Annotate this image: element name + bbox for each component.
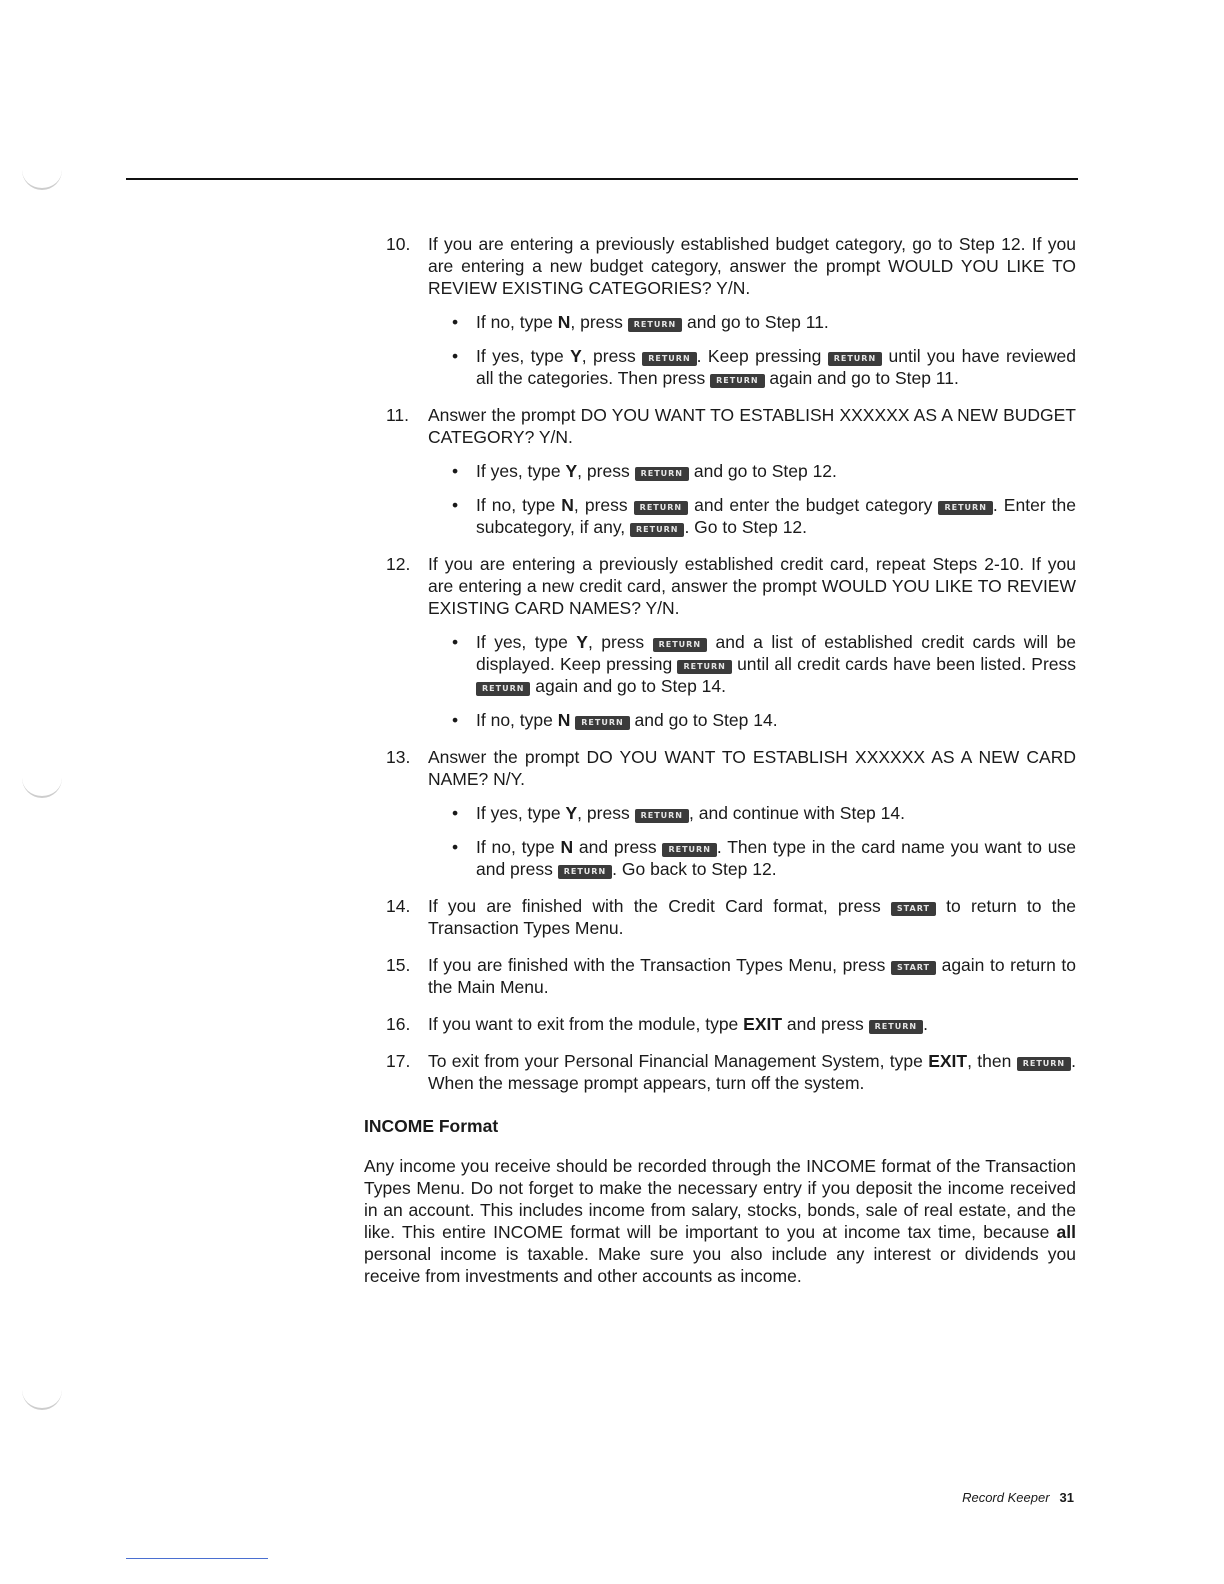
step-number: 13.	[386, 747, 411, 767]
text-run: and go to Step 11.	[682, 312, 829, 332]
binder-hole-mark	[22, 160, 62, 190]
text-run: . When the message prompt appears, turn off the system.	[428, 1051, 1076, 1093]
section-paragraph	[364, 1155, 1076, 1287]
bullet-dot-icon: •	[452, 837, 459, 857]
step-number: 14.	[386, 896, 411, 916]
page-footer	[962, 1490, 1074, 1505]
text-run: If yes, type	[476, 346, 571, 366]
bullet-item	[428, 494, 1076, 538]
bullet-list	[428, 460, 1076, 538]
bullet-item	[428, 345, 1076, 389]
return-key-icon: RETURN	[938, 501, 992, 515]
text-run: , press	[577, 803, 635, 823]
text-run: If no, type	[476, 710, 558, 730]
text-run: to return to the Transaction Types Menu.	[428, 896, 1076, 938]
step-14	[364, 895, 1076, 939]
footer-title: Record Keeper	[962, 1490, 1050, 1505]
step-number: 17.	[386, 1051, 411, 1071]
bullet-dot-icon: •	[452, 803, 459, 823]
step-text: If you are entering a previously established budget category, go to Step 12. If you are entering a new budget category, answer the prompt WOULD YOU LIKE TO REVIEW EXISTING CATEGORIES? Y/N.	[428, 234, 1076, 298]
text-run: If you are finished with the Credit Card format, press	[428, 896, 891, 916]
step-text: If you are entering a previously established credit card, repeat Steps 2-10. If you are entering a new credit card, answer the prompt WOULD YOU LIKE TO REVIEW EXISTING CARD NAMES? Y/N.	[428, 554, 1076, 618]
text-run: and go to Step 12.	[689, 461, 837, 481]
step-number: 15.	[386, 955, 411, 975]
bullet-item	[428, 631, 1076, 697]
step-text: Answer the prompt DO YOU WANT TO ESTABLISH XXXXXX AS A NEW BUDGET CATEGORY? Y/N.	[428, 405, 1076, 447]
bullet-item	[428, 836, 1076, 880]
page-content	[364, 233, 1076, 1287]
step-number: 11.	[386, 405, 410, 425]
text-run: and enter the budget category	[688, 495, 939, 515]
step-10	[364, 233, 1076, 389]
text-run: . Then type in the card name you want to use and press	[476, 837, 1077, 879]
text-run: If you want to exit from the module, type	[428, 1014, 744, 1034]
text-run: . Go back to Step 12.	[612, 859, 777, 879]
command-text: EXIT	[743, 1014, 783, 1034]
bullet-list	[428, 631, 1076, 731]
key-letter: Y	[565, 803, 578, 823]
return-key-icon: RETURN	[476, 682, 530, 696]
return-key-icon: RETURN	[828, 352, 882, 366]
step-17	[364, 1050, 1076, 1094]
text-run: Any income you receive should be recorded through the INCOME format of the Transaction Types Menu. Do not forget to make the necessary entry if you deposit the income received in an account. This includes income from salary, stocks, bonds, sale of real estate, and the like. This entire INCOME format will be important to you at income tax time, because	[364, 1156, 1076, 1242]
bullet-item	[428, 709, 1076, 731]
return-key-icon: RETURN	[1017, 1057, 1071, 1071]
step-11	[364, 404, 1076, 538]
return-key-icon: RETURN	[558, 865, 612, 879]
text-run: To exit from your Personal Financial Management System, type	[428, 1051, 929, 1071]
binder-hole-mark	[22, 768, 62, 798]
bullet-dot-icon: •	[452, 632, 459, 652]
text-run: , then	[967, 1051, 1017, 1071]
start-key-icon: START	[891, 961, 936, 975]
text-run: . Keep pressing	[696, 346, 828, 366]
text-run: again and go to Step 14.	[530, 676, 727, 696]
return-key-icon: RETURN	[630, 523, 684, 537]
header-rule	[126, 178, 1078, 180]
text-run: , press	[577, 461, 635, 481]
return-key-icon: RETURN	[869, 1020, 923, 1034]
bullet-dot-icon: •	[452, 495, 459, 515]
return-key-icon: RETURN	[653, 638, 707, 652]
return-key-icon: RETURN	[677, 660, 731, 674]
text-run: and go to Step 14.	[629, 710, 778, 730]
key-letter: N	[561, 495, 574, 515]
text-run: , press	[573, 495, 634, 515]
step-12	[364, 553, 1076, 731]
return-key-icon: RETURN	[635, 809, 689, 823]
text-run: If yes, type	[476, 632, 577, 652]
key-letter: Y	[570, 346, 582, 366]
page-number: 31	[1059, 1490, 1074, 1505]
text-run: If no, type	[476, 495, 562, 515]
key-letter: N	[557, 710, 571, 730]
step-text	[428, 895, 1076, 939]
text-run: If you are finished with the Transaction Types Menu, press	[428, 955, 891, 975]
key-letter: Y	[576, 632, 588, 652]
bullet-item	[428, 460, 1076, 482]
return-key-icon: RETURN	[635, 467, 689, 481]
bullet-item	[428, 311, 1076, 333]
text-run: and press	[573, 837, 663, 857]
return-key-icon: RETURN	[642, 352, 696, 366]
step-text: Answer the prompt DO YOU WANT TO ESTABLISH XXXXXX AS A NEW CARD NAME? N/Y.	[428, 747, 1076, 789]
step-number: 16.	[386, 1014, 411, 1034]
text-run: and a list of established credit cards will be displayed. Keep pressing	[476, 632, 1076, 674]
emphasis-text: all	[1056, 1222, 1076, 1242]
bullet-dot-icon: •	[452, 461, 459, 481]
text-run: . Enter the subcategory, if any,	[476, 495, 1076, 537]
step-16	[364, 1013, 1076, 1035]
return-key-icon: RETURN	[634, 501, 688, 515]
text-run: again to return to the Main Menu.	[428, 955, 1077, 997]
command-text: EXIT	[928, 1051, 968, 1071]
text-run: .	[923, 1014, 928, 1034]
footer-rule	[126, 1558, 268, 1559]
return-key-icon: RETURN	[575, 716, 629, 730]
text-run: . Go to Step 12.	[684, 517, 808, 537]
text-run: If yes, type	[476, 803, 566, 823]
text-run: If no, type	[476, 837, 561, 857]
bullet-list	[428, 311, 1076, 389]
return-key-icon: RETURN	[662, 843, 716, 857]
text-run: and press	[782, 1014, 869, 1034]
binder-hole-mark	[22, 1380, 62, 1410]
bullet-dot-icon: •	[452, 710, 459, 730]
bullet-list	[428, 802, 1076, 880]
text-run: , press	[570, 312, 628, 332]
key-letter: Y	[565, 461, 578, 481]
step-13	[364, 746, 1076, 880]
text-run: personal income is taxable. Make sure you also include any interest or dividends you receive from investments and other accounts as income.	[364, 1244, 1076, 1286]
step-text	[428, 954, 1076, 998]
text-run: , and continue with Step 14.	[689, 803, 905, 823]
step-text	[428, 1050, 1076, 1094]
bullet-dot-icon: •	[452, 346, 459, 366]
step-number: 12.	[386, 554, 411, 574]
step-number: 10.	[386, 234, 411, 254]
text-run: again and go to Step 11.	[764, 368, 959, 388]
text-run: If yes, type	[476, 461, 566, 481]
bullet-dot-icon: •	[452, 312, 459, 332]
section-heading: INCOME Format	[364, 1116, 499, 1136]
text-run: , press	[587, 632, 653, 652]
start-key-icon: START	[891, 902, 936, 916]
text-run: , press	[581, 346, 643, 366]
step-15	[364, 954, 1076, 998]
text-run: If no, type	[476, 312, 558, 332]
key-letter: N	[557, 312, 571, 332]
text-run: until all credit cards have been listed. Press	[731, 654, 1077, 674]
step-text	[428, 1013, 1076, 1035]
key-letter: N	[560, 837, 574, 857]
bullet-item	[428, 802, 1076, 824]
return-key-icon: RETURN	[628, 318, 682, 332]
text-run: until you have reviewed all the categories. Then press	[476, 346, 1077, 388]
return-key-icon: RETURN	[710, 374, 764, 388]
